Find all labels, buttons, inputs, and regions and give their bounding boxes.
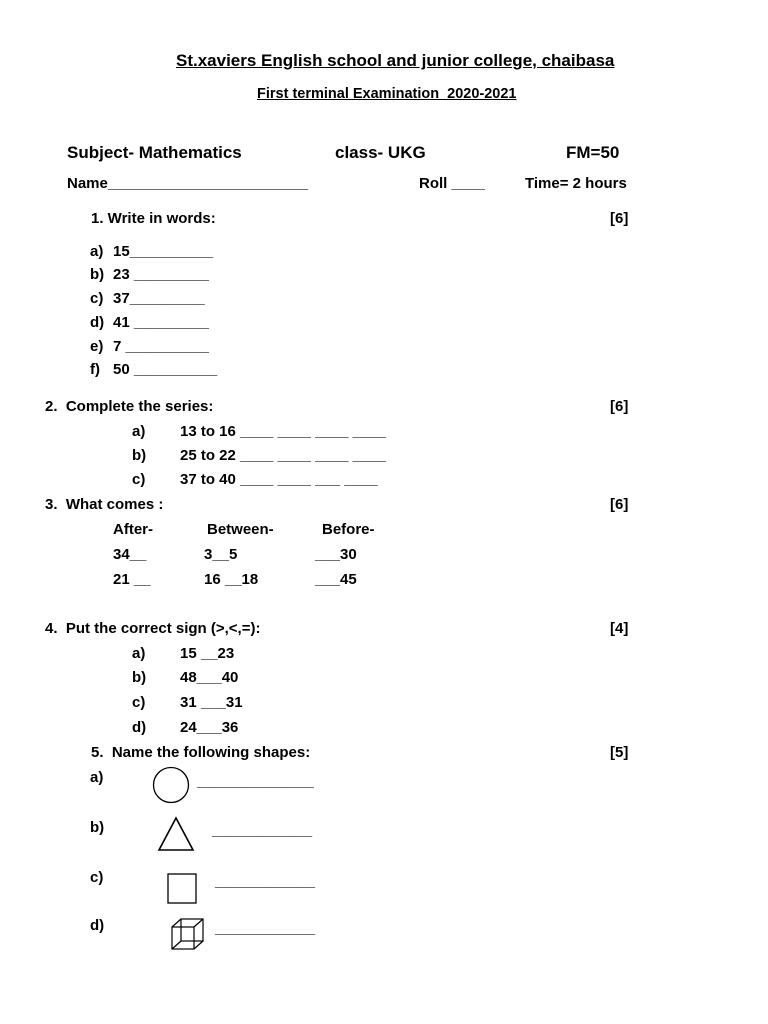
exam-title: First terminal Examination 2020-2021 (257, 86, 517, 102)
name-field: Name________________________ (67, 175, 309, 192)
class-label: class- UKG (335, 143, 426, 162)
q2-item-text: 37 to 40 ____ ____ ___ ____ (180, 471, 378, 488)
q1-item-label: a) (90, 243, 104, 260)
q3-title: 3. What comes : (45, 496, 164, 513)
q4-item-text: 15 __23 (180, 645, 235, 662)
q3-cell: 34__ (113, 546, 147, 563)
q3-header-before: Before- (322, 521, 375, 538)
q1-title: 1. Write in words: (91, 210, 216, 227)
q4-title: 4. Put the correct sign (>,<,=): (45, 620, 261, 637)
q1-item-text: 7 __________ (113, 338, 209, 355)
q2-item-label: b) (132, 447, 147, 464)
subject-label: Subject- Mathematics (67, 143, 242, 162)
q2-title: 2. Complete the series: (45, 398, 214, 415)
q5-item-label: c) (90, 869, 104, 886)
q1-item-label: d) (90, 314, 105, 331)
q1-item-label: c) (90, 290, 104, 307)
q5-title: 5. Name the following shapes: (91, 744, 311, 761)
q5-answer-blank: ____________ (215, 920, 316, 937)
q1-item-text: 15__________ (113, 243, 214, 260)
cube-icon (171, 918, 205, 952)
q2-item-label: a) (132, 423, 146, 440)
q5-marks: [5] (610, 744, 629, 761)
q3-marks: [6] (610, 496, 629, 513)
q2-marks: [6] (610, 398, 629, 415)
q1-item-label: e) (90, 338, 104, 355)
school-name: St.xaviers English school and junior college, chaibasa (176, 51, 615, 70)
q3-cell: 3__5 (204, 546, 238, 563)
square-icon (167, 873, 197, 904)
q1-item-label: f) (90, 361, 100, 378)
q3-cell: 16 __18 (204, 571, 259, 588)
q1-item-text: 37_________ (113, 290, 205, 307)
q4-item-text: 24___36 (180, 719, 239, 736)
q1-item-label: b) (90, 266, 105, 283)
q3-header-between: Between- (207, 521, 274, 538)
roll-field: Roll ____ (419, 175, 485, 192)
circle-icon (152, 766, 190, 804)
q2-item-text: 13 to 16 ____ ____ ____ ____ (180, 423, 387, 440)
q4-marks: [4] (610, 620, 629, 637)
q4-item-label: d) (132, 719, 147, 736)
q5-answer-blank: ______________ (197, 773, 314, 790)
q1-item-text: 41 _________ (113, 314, 209, 331)
q2-item-text: 25 to 22 ____ ____ ____ ____ (180, 447, 387, 464)
q3-cell: 21 __ (113, 571, 151, 588)
q3-cell: ___30 (315, 546, 357, 563)
q5-item-label: a) (90, 769, 104, 786)
q2-item-label: c) (132, 471, 146, 488)
q3-cell: ___45 (315, 571, 357, 588)
q5-answer-blank: ____________ (212, 822, 313, 839)
q5-item-label: d) (90, 917, 105, 934)
q5-item-label: b) (90, 819, 105, 836)
q1-item-text: 23 _________ (113, 266, 209, 283)
q4-item-text: 48___40 (180, 669, 239, 686)
full-marks-label: FM=50 (566, 143, 620, 162)
q1-marks: [6] (610, 210, 629, 227)
q4-item-text: 31 ___31 (180, 694, 243, 711)
q4-item-label: b) (132, 669, 147, 686)
triangle-icon (157, 816, 195, 852)
q4-item-label: c) (132, 694, 146, 711)
q5-answer-blank: ____________ (215, 873, 316, 890)
time-label: Time= 2 hours (525, 175, 627, 192)
q1-item-text: 50 __________ (113, 361, 218, 378)
q3-header-after: After- (113, 521, 153, 538)
q4-item-label: a) (132, 645, 146, 662)
